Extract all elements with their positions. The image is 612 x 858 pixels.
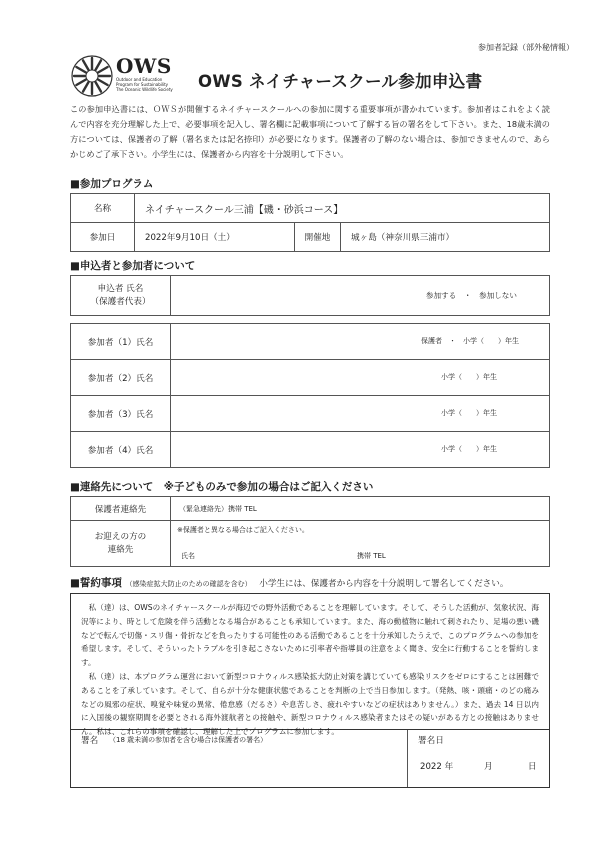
representative-label-line2: （保護者代表） — [90, 296, 151, 307]
pickup-label-line1: お迎えの方の — [94, 531, 147, 542]
program-venue-label: 開催地 — [295, 223, 341, 252]
ows-logo — [70, 54, 188, 106]
signature-date-field[interactable] — [408, 730, 549, 787]
page-title: OWS ネイチャースクール参加申込書 — [198, 72, 483, 91]
pledge-paragraph-covid: 私（達）は、本プログラム運営において新型コロナウィルス感染拡大防止対策を講じていても感染リスクをゼロにすることは困難であることを了承しています。そして、自らが十分な健康状態であることを判断の上で当日参加します。（発熱、咳・頭痛・のどの痛みなどの風邪の症状、嗅覚や味覚の異常、倦怠感（だるさ）や息苦しさ、疲れやすいなどの症状はありません。）また、過去 14 日以内に入国後の観察期間を必要とされる海外渡航者との接触や、新型コロナウィルス感染者またはその疑いがある方との接触はありません。私は、これらの事項を確認し、理解した上でプログラムに参加します。 — [81, 671, 539, 737]
signature-field[interactable] — [71, 730, 408, 787]
participant-grade[interactable]: 保護者 ・ 小学（ ）年生 — [421, 337, 519, 345]
pickup-contact-label — [71, 521, 171, 567]
pledge-heading-note: （感染症拡大防止のための確認を含む） — [125, 580, 252, 588]
pledge-heading-note2: 小学生には、保護者から内容を十分説明して署名してください。 — [259, 579, 509, 589]
participation-choice[interactable]: 参加する ・ 参加しない — [425, 291, 517, 300]
logo-subtext: Outdoor and Education Program for Sustainability The Oceanic Wildlife Society — [116, 77, 173, 92]
participant-row — [71, 360, 550, 396]
pickup-tel-label: 携帯 TEL — [357, 552, 386, 560]
representative-name-field[interactable] — [171, 276, 550, 316]
sunburst-logo-icon — [70, 54, 114, 98]
participant-label: 参加者（2）氏名 — [71, 360, 171, 396]
signature-note: （18 歳未満の参加者を含む場合は保護者の署名） — [109, 736, 268, 744]
signature-box — [70, 730, 550, 788]
participant-name-field[interactable] — [171, 396, 550, 432]
signature-label: 署名 — [81, 736, 99, 746]
pickup-contact-field[interactable] — [171, 521, 550, 567]
participant-grade[interactable]: 小学（ ）年生 — [441, 409, 497, 417]
participant-row — [71, 324, 550, 360]
pickup-name-label: 氏名 — [181, 552, 195, 560]
participant-row — [71, 396, 550, 432]
participant-name-field[interactable] — [171, 432, 550, 468]
signature-day: 日 — [528, 762, 537, 772]
signature-date-label: 署名日 — [418, 736, 444, 746]
program-date-value: 2022年9月10日（土） — [135, 223, 295, 252]
pickup-note: ※保護者と異なる場合はご記入ください。 — [177, 526, 309, 534]
pledge-heading — [70, 575, 508, 590]
guardian-contact-field[interactable]: （緊急連絡先）携帯 TEL — [171, 497, 550, 521]
participant-row — [71, 432, 550, 468]
program-name-label: 名称 — [71, 194, 135, 223]
intro-text: この参加申込書には、ＯＷＳが開催するネイチャースクールへの参加に関する重要事項が書かれています。参加者はこれをよく読んで内容を充分理解した上で、必要事項を記入し、署名欄に記載事項について了解する旨の署名をして下さい。また、18歳未満の方については、保護者の了解（署名または記名捺印）が必要になります。保護者の了解のない場合は、参加できませんので、あらかじめご了承下さい。小学生には、保護者から内容を十分説明して下さい。 — [70, 104, 550, 159]
participant-grade[interactable]: 小学（ ）年生 — [441, 373, 497, 381]
pickup-label-line2: 連絡先 — [107, 544, 134, 555]
pledge-box — [70, 593, 550, 737]
participant-label: 参加者（3）氏名 — [71, 396, 171, 432]
pledge-paragraph-safety: 私（達）は、OWSのネイチャースクールが海辺での野外活動であることを理解しています。そして、そうした活動が、気象状況、海況等により、時として危険を伴う活動となる場合があることも承知しています。また、海の動植物に触れて刺されたり、足場の悪い磯などで転んで切傷・スリ傷・骨折などを負ったりする可能性のある活動であることを十分承知したうえで、このプログラムへの参加を希望します。そして、そういったトラブルを引き起こさないために引率者や指導員の注意をよく聞き、安全に行動することを誓約します。 — [81, 603, 539, 668]
contact-heading: ■連絡先について ※子どものみで参加の場合はご記入ください — [70, 481, 374, 493]
program-name-value: ネイチャースクール三浦【磯・砂浜コース】 — [135, 194, 550, 223]
confidential-note: 参加者記録（部外秘情報） — [478, 43, 574, 52]
program-heading: ■参加プログラム — [70, 178, 154, 190]
contact-table — [70, 496, 550, 567]
pledge-heading-text: ■誓約事項 — [70, 577, 122, 589]
signature-month: 月 — [484, 762, 493, 772]
representative-label — [71, 276, 171, 316]
representative-label-line1: 申込者 氏名 — [97, 283, 144, 294]
participant-name-field[interactable] — [171, 360, 550, 396]
participants-table — [70, 323, 550, 468]
participant-label: 参加者（1）氏名 — [71, 324, 171, 360]
program-table — [70, 193, 550, 252]
program-venue-value: 城ヶ島（神奈川県三浦市） — [341, 223, 550, 252]
participant-label: 参加者（4）氏名 — [71, 432, 171, 468]
guardian-contact-label: 保護者連絡先 — [71, 497, 171, 521]
applicant-heading: ■申込者と参加者について — [70, 260, 196, 272]
signature-year: 2022 年 — [420, 762, 454, 772]
program-date-label: 参加日 — [71, 223, 135, 252]
participant-grade[interactable]: 小学（ ）年生 — [441, 445, 497, 453]
participant-name-field[interactable] — [171, 324, 550, 360]
representative-table — [70, 275, 550, 316]
logo-wordmark: OWS — [116, 54, 172, 78]
